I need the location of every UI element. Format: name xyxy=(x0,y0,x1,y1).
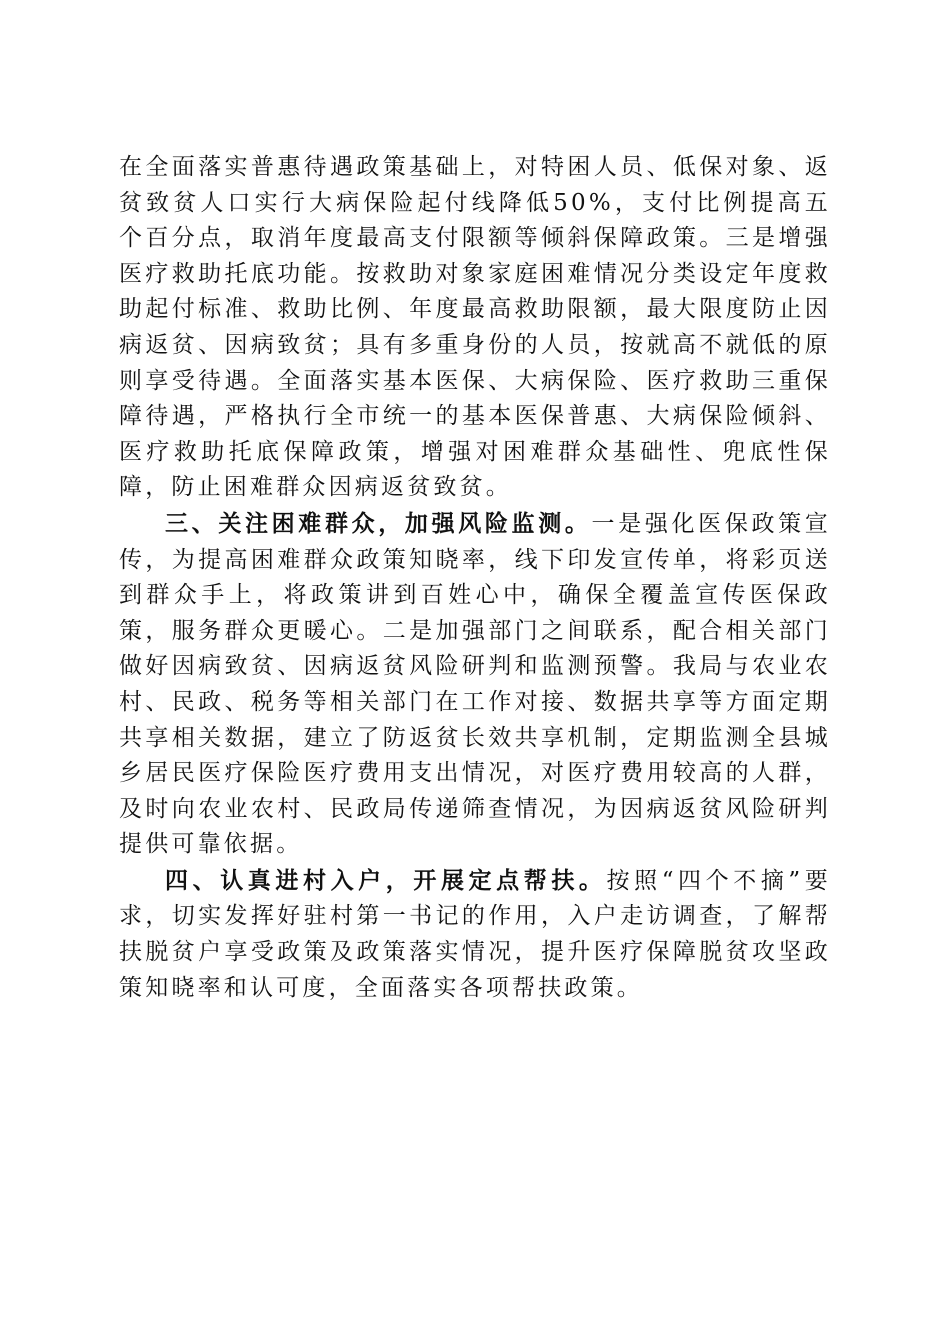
paragraph-continuation xyxy=(119,150,831,506)
paragraph-section-three xyxy=(119,506,831,863)
section-heading: 三、关注困难群众，加强风险监测。 xyxy=(165,509,592,537)
paragraph-text: 在全面落实普惠待遇政策基础上，对特困人员、低保对象、返贫致贫人口实行大病保险起付线降低50%，支付比例提高五个百分点，取消年度最高支付限额等倾斜保障政策。三是增强医疗救助托底功能。按救助对象家庭困难情况分类设定年度救助起付标准、救助比例、年度最高救助限额，最大限度防止因病返贫、因病致贫；具有多重身份的人员，按就高不就低的原则享受待遇。全面落实基本医保、大病保险、医疗救助三重保障待遇，严格执行全市统一的基本医保普惠、大病保险倾斜、医疗救助托底保障政策，增强对困难群众基础性、兜底性保障，防止困难群众因病返贫致贫。 xyxy=(119,154,831,501)
paragraph-text: 按照“四个不摘”要求，切实发挥好驻村第一书记的作用，入户走访调查，了解帮扶脱贫户享受政策及政策落实情况，提升医疗保障脱贫攻坚政策知晓率和认可度，全面落实各项帮扶政策。 xyxy=(119,867,831,1001)
document-body xyxy=(119,150,831,1006)
paragraph-section-four xyxy=(119,863,831,1006)
paragraph-text: 一是强化医保政策宣传，为提高困难群众政策知晓率，线下印发宣传单，将彩页送到群众手上，将政策讲到百姓心中，确保全覆盖宣传医保政策，服务群众更暖心。二是加强部门之间联系，配合相关部门做好因病致贫、因病返贫风险研判和监测预警。我局与农业农村、民政、税务等相关部门在工作对接、数据共享等方面定期共享相关数据，建立了防返贫长效共享机制，定期监测全县城乡居民医疗保险医疗费用支出情况，对医疗费用较高的人群，及时向农业农村、民政局传递筛查情况，为因病返贫风险研判提供可靠依据。 xyxy=(119,510,831,858)
section-heading: 四、认真进村入户，开展定点帮扶。 xyxy=(165,866,607,894)
